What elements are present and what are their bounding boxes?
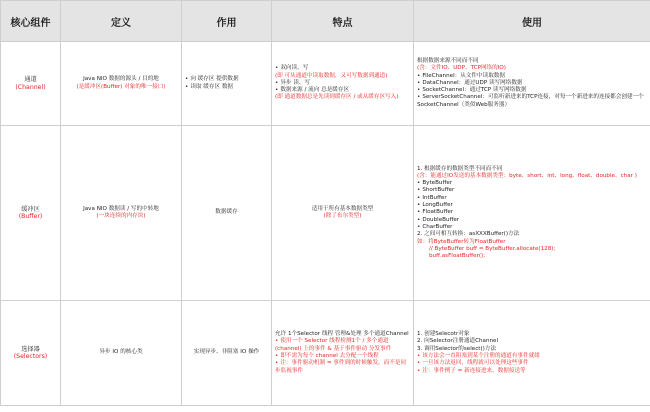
list-item: • 注：事件例子 = 新连接进来，数据接送等 — [417, 368, 647, 375]
buffer-features-cell — [272, 126, 414, 301]
buffer-feature-note: (除了布尔类型) — [323, 213, 362, 219]
list-item: 2. 之间可相互转换：asXXXBuffer()方法 — [417, 231, 520, 238]
list-item: • FloatBuffer — [417, 209, 647, 216]
list-item: (含：文件IO、UDP、TCP网络的IO) — [417, 65, 506, 72]
selector-role: 实现异步、非阻塞 IO 操作 — [193, 349, 260, 356]
header-definition: 定义 — [61, 1, 182, 42]
selector-row — [1, 301, 650, 406]
buffer-role: 数据缓存 — [215, 209, 238, 216]
list-item: 如：将ByteBuffer转为FloatBuffer — [417, 238, 506, 245]
channel-features-list — [275, 65, 410, 101]
selector-usage-list — [417, 331, 647, 375]
list-item: • 一旦该方法返回，线程就可以处理这些事件 — [417, 360, 647, 367]
channel-name-en: (Channel) — [15, 83, 46, 91]
channel-role-cell — [182, 42, 272, 126]
channel-definition-note: (是缓冲区(Buffer) 对象的唯一接口) — [76, 83, 166, 90]
buffer-definition-note: (一块连续的内存块) — [96, 213, 146, 219]
list-item: • DoubleBuffer — [417, 217, 647, 224]
list-item: • 即不需为每个 channel 去分配一个线程 — [275, 353, 410, 360]
list-item: (即 通道数据总是先读到缓存区 / 或从缓存区写入) — [275, 94, 399, 101]
selector-name: 选择器 — [21, 345, 40, 353]
channel-role-item: • 读取 缓存区 数据 — [185, 84, 268, 91]
list-item: • ByteBuffer — [417, 180, 647, 187]
buffer-definition: Java NIO 数据读 / 写的中转地 — [83, 205, 159, 212]
buffer-name: 缓冲区 — [21, 205, 40, 213]
channel-name: 通道 — [24, 76, 37, 84]
channel-features-cell — [272, 42, 414, 126]
list-item: buff.asFloatBuffer(); — [429, 253, 486, 260]
list-item: • 数据来源 / 流向 总是缓存区 — [275, 87, 410, 94]
list-item: 根据数据来源不同而不同 — [417, 57, 479, 64]
channel-usage-cell — [414, 42, 650, 126]
list-item: • ServerSocketChannel：可监听新进来的TCP连接，对每一个新进来的连接都会创建一个SocketChannel（类似Web服务器） — [417, 94, 647, 109]
list-item: 2. 向Selector注册通道Channel — [417, 338, 499, 345]
list-item: • DataChannel：通过UDP 读写网络数据 — [417, 80, 647, 87]
list-item: (含：能通过IO发送的基本数据类型：byte、short、int、long、float、double、char ) — [417, 172, 637, 179]
list-item: • LongBuffer — [417, 202, 647, 209]
channel-role-item: • 向 缓存区 提供数据 — [185, 76, 268, 83]
selector-definition-cell — [61, 301, 182, 406]
selector-features-list — [275, 331, 410, 375]
selector-name-cell — [1, 301, 61, 406]
buffer-name-cell — [1, 126, 61, 301]
list-item: 3. 调用Selector的select()方法 — [417, 345, 497, 352]
list-item: • 使用一个 Selector 线程检测1个 / 多个通道 (channel) 上的事件 & 基于事件驱动 分发事件 — [275, 338, 410, 353]
header-features: 特点 — [272, 1, 414, 42]
channel-row — [1, 42, 650, 126]
selector-usage-cell — [414, 301, 650, 406]
list-item: (即 可从通道中读取数据，又可写数据到通道) — [275, 72, 388, 79]
channel-name-cell — [1, 42, 61, 126]
list-item: 1. 创建Selecotr对象 — [417, 331, 470, 338]
selector-features-cell — [272, 301, 414, 406]
buffer-usage-cell — [414, 126, 650, 301]
buffer-name-en: (Buffer) — [18, 213, 43, 220]
buffer-definition-cell — [61, 126, 182, 301]
list-item: • 双向读、写 — [275, 65, 410, 72]
buffer-role-cell — [182, 126, 272, 301]
list-item: • 注：事件驱动机制 = 事件到的时候触发，而不是同步监视事件 — [275, 360, 410, 375]
list-item: • SocketChannel：通过TCP 读写网络数据 — [417, 87, 647, 94]
list-item: • 该方法会一直阻塞到某个注册的通道有事件就绪 — [417, 353, 647, 360]
header-row — [1, 1, 650, 42]
channel-usage-list — [417, 58, 647, 109]
list-item: • 异步 读、写 — [275, 80, 410, 87]
buffer-usage-list — [417, 166, 647, 261]
list-item: • IntBuffer — [417, 195, 647, 202]
list-item: • ShortBuffer — [417, 187, 647, 194]
buffer-feature: 适用于所有基本数据类型 — [311, 205, 374, 212]
list-item: 1. 根据缓存的数据类型不同而不同 — [417, 165, 503, 172]
list-item: 允许 1个Selector 线程 管理&处理 多个通道Channel — [275, 331, 409, 338]
header-component: 核心组件 — [1, 1, 61, 42]
list-item: // ByteBuffer buff = ByteBuffer.allocate(128); — [429, 245, 556, 252]
list-item: • FileChannel：从文件中读取数据 — [417, 73, 647, 80]
header-role: 作用 — [182, 1, 272, 42]
buffer-row — [1, 126, 650, 301]
channel-definition: Java NIO 数据的源头 / 目的地 — [83, 76, 159, 83]
channel-definition-cell — [61, 42, 182, 126]
selector-definition: 异步 IO 的核心类 — [99, 349, 143, 356]
selector-role-cell — [182, 301, 272, 406]
header-usage: 使用 — [414, 1, 650, 42]
list-item: • CharBuffer — [417, 224, 647, 231]
selector-name-en: (Selectors) — [13, 353, 48, 360]
